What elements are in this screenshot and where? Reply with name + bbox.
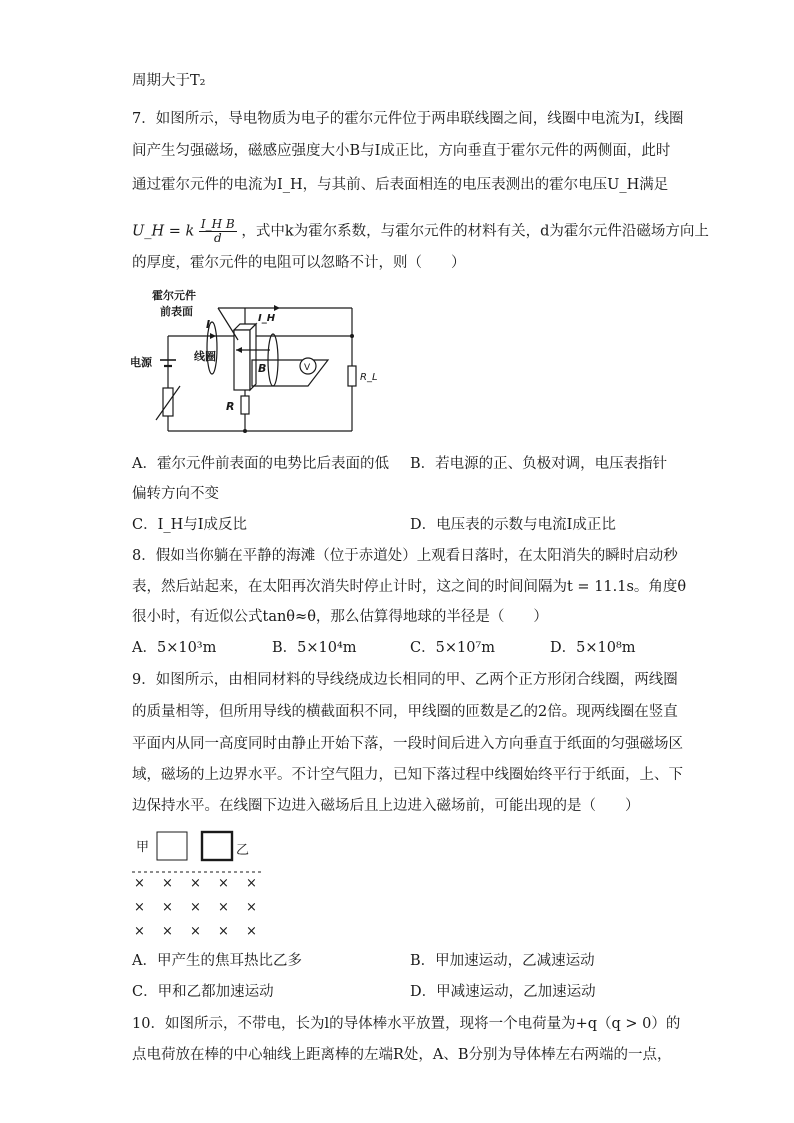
field-mark: ×	[190, 900, 201, 915]
q7-formula-fraction	[199, 218, 237, 245]
field-mark: ×	[218, 924, 229, 939]
q7-formula-lhs: U_H = k	[132, 223, 195, 240]
q9-line-5: 边保持水平。在线圈下边进入磁场后且上边进入磁场前，可能出现的是（ ）	[132, 798, 640, 814]
label-front-surface: 前表面	[160, 305, 193, 318]
label-hall-element: 霍尔元件	[152, 289, 196, 302]
q9-line-1: 9．如图所示，由相同材料的导线绕成边长相同的甲、乙两个正方形闭合线圈，两线圈	[132, 672, 678, 688]
label-current-i: I	[206, 318, 211, 331]
q7-formula-denominator: d	[213, 231, 222, 245]
q6-tail-text: 周期大于T₂	[132, 73, 206, 89]
q8-line-1: 8．假如当你躺在平静的海滩（位于赤道处）上观看日落时，在太阳消失的瞬时启动秒	[132, 548, 678, 564]
label-coil: 线圈	[194, 350, 216, 363]
q8-option-d: D．5×10⁸m	[550, 640, 636, 656]
q9-line-3: 平面内从同一高度同时由静止开始下落，一段时间后进入方向垂直于纸面的匀强磁场区	[132, 736, 683, 752]
q7-line-3: 通过霍尔元件的电流为I_H，与其前、后表面相连的电压表测出的霍尔电压U_H满足	[132, 177, 669, 193]
label-resistor-r: R	[226, 400, 235, 413]
label-field-b: B	[258, 362, 267, 375]
q9-option-a: A．甲产生的焦耳热比乙多	[132, 953, 302, 969]
q7-option-c: C．I_H与I成反比	[132, 517, 247, 533]
coil-jia-square	[157, 832, 187, 860]
field-mark: ×	[134, 876, 145, 891]
hall-element-circuit-diagram	[130, 288, 378, 438]
q7-formula-numerator: I_H B	[200, 217, 235, 231]
label-resistor-rl: R_L	[360, 372, 378, 383]
q8-line-3: 很小时，有近似公式tanθ≈θ，那么估算得地球的半径是（ ）	[132, 609, 548, 625]
q9-option-b: B．甲加速运动，乙减速运动	[410, 953, 595, 969]
label-coil-jia: 甲	[136, 840, 150, 855]
q7-line-5: 的厚度，霍尔元件的电阻可以忽略不计，则（ ）	[132, 255, 466, 271]
q9-option-c: C．甲和乙都加速运动	[132, 984, 274, 1000]
q10-line-2: 点电荷放在棒的中心轴线上距离棒的左端R处，A、B分别为导体棒左右两端的一点，	[132, 1047, 672, 1063]
q8-option-b: B．5×10⁴m	[272, 640, 357, 656]
field-mark: ×	[218, 876, 229, 891]
q8-option-a: A．5×10³m	[132, 640, 217, 656]
q7-line-2: 间产生匀强磁场，磁感应强度大小B与I成正比，方向垂直于霍尔元件的两侧面，此时	[132, 143, 671, 159]
q10-line-1: 10．如图所示，不带电，长为l的导体棒水平放置，现将一个电荷量为+q（q > 0）的	[132, 1016, 681, 1032]
field-mark: ×	[162, 924, 173, 939]
field-mark: ×	[246, 900, 257, 915]
label-voltmeter: V	[304, 363, 311, 373]
q7-option-b-continued: 偏转方向不变	[132, 486, 219, 502]
field-mark: ×	[246, 924, 257, 939]
label-current-ih: I_H	[258, 313, 276, 324]
q7-option-a: A．霍尔元件前表面的电势比后表面的低	[132, 456, 389, 472]
field-mark: ×	[134, 924, 145, 939]
label-power-source: 电源	[130, 356, 152, 369]
field-mark: ×	[190, 876, 201, 891]
q9-line-4: 域，磁场的上边界水平。不计空气阻力，已知下落过程中线圈始终平行于纸面，上、下	[132, 767, 683, 783]
coil-yi-square	[202, 832, 232, 860]
field-mark: ×	[190, 924, 201, 939]
field-mark: ×	[246, 876, 257, 891]
q7-line-1: 7．如图所示，导电物质为电子的霍尔元件位于两串联线圈之间，线圈中电流为I，线圈	[132, 111, 684, 127]
q8-line-2: 表，然后站起来，在太阳再次消失时停止计时，这之间的时间间隔为t = 11.1s。角度θ	[132, 579, 687, 595]
coils-magnetic-field-diagram	[130, 826, 270, 941]
field-mark: ×	[134, 900, 145, 915]
q7-line-4: ，式中k为霍尔系数，与霍尔元件的材料有关，d为霍尔元件沿磁场方向上	[241, 223, 709, 240]
magnetic-field-marks	[134, 876, 257, 939]
q7-option-b: B．若电源的正、负极对调，电压表指针	[410, 456, 668, 472]
q8-option-c: C．5×10⁷m	[410, 640, 495, 656]
field-mark: ×	[162, 876, 173, 891]
q7-option-d: D．电压表的示数与电流I成正比	[410, 517, 616, 533]
q9-line-2: 的质量相等，但所用导线的横截面积不同，甲线圈的匝数是乙的2倍。现两线圈在竖直	[132, 704, 678, 720]
q9-option-d: D．甲减速运动，乙加速运动	[410, 984, 596, 1000]
field-mark: ×	[218, 900, 229, 915]
q7-formula-line	[132, 218, 709, 245]
label-coil-yi: 乙	[236, 843, 250, 858]
field-mark: ×	[162, 900, 173, 915]
